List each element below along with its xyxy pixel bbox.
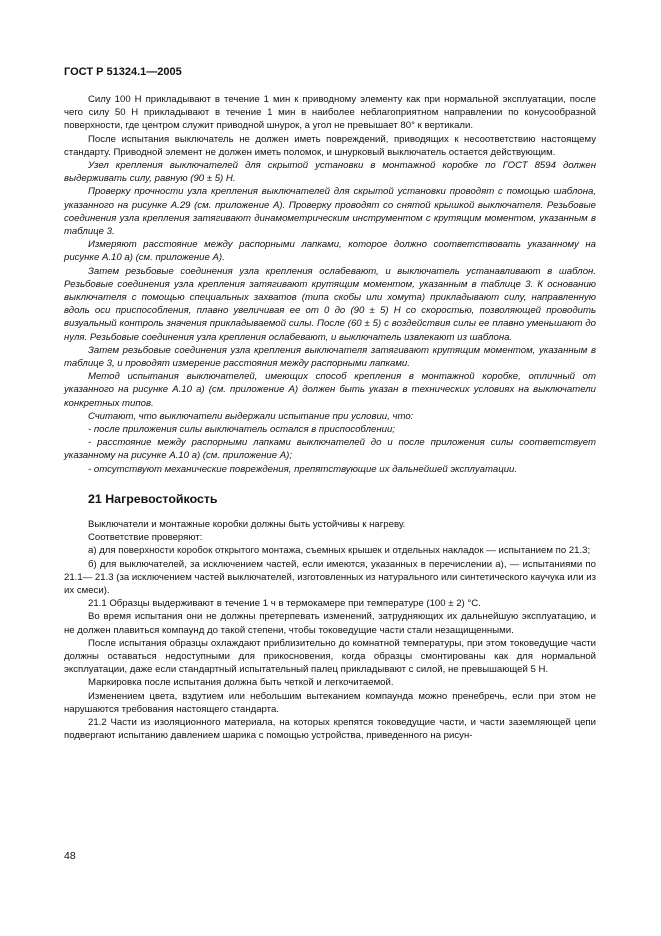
list-item: - расстояние между распорными лапками выключателей до и после приложения силы соответствует указанному на рисунке А.10 а) (см. приложение А); <box>64 437 596 462</box>
body-paragraph: 21.2 Части из изоляционного материала, на которых крепятся токоведущие части, и части заземляющей цепи подвергают испытанию давлением шарика с помощью устройства, приведенного на рисун- <box>64 716 596 742</box>
body-paragraph: Изменением цвета, вздутием или небольшим вытеканием компаунда можно пренебречь, если при этом не нарушаются требования настоящего стандарта. <box>64 690 596 715</box>
list-item: - отсутствуют механические повреждения, препятствующие их дальнейшей эксплуатации. <box>88 463 518 475</box>
list-item: - после приложения силы выключатель остался в приспособлении; <box>88 424 395 436</box>
body-paragraph-italic: Затем резьбовые соединения узла крепления ослабевают, и выключатель устанавливают в шаблон. Резьбовые соединения узла крепления затягивают крутящим моментом, указанным в таблице 3. К основанию выключателя с помощью специальных захватов (типа скобы или хомута) прикладывают силу, направленную вдоль оси приспособления, плавно увеличивая ее от 0 до (90 ± 5) Н со скоростью, позволяющей проводить визуальный контроль значения прикладываемой силы. После (60 ± 5) с воздействия силы ее плавно уменьшают до нуля. Резьбовые соединения узла крепления ослабевают, и выключатель извлекают из шаблона. <box>64 265 596 343</box>
document-code-header: ГОСТ Р 51324.1—2005 <box>64 66 182 78</box>
body-paragraph: После испытания выключатель не должен иметь повреждений, приводящих к несоответствию настоящему стандарту. Приводной элемент не должен иметь поломок, и шнурковый выключатель остается действующим. <box>64 133 596 158</box>
page-number: 48 <box>64 850 76 862</box>
body-paragraph: После испытания образцы охлаждают приблизительно до комнатной температуры, при этом токоведущие части должны оставаться недоступными для прикосновения, когда образцы смонтированы как для нормальной эксплуатации, даже если стандартный испытательный палец прикладывают с силой, не превышающей 5 Н. <box>64 637 596 676</box>
body-paragraph-italic: Узел крепления выключателей для скрытой установки в монтажной коробке по ГОСТ 8594 должен выдерживать силу, равную (90 ± 5) Н. <box>64 160 596 185</box>
document-body <box>64 93 596 742</box>
body-paragraph: Выключатели и монтажные коробки должны быть устойчивы к нагреву. <box>88 518 406 530</box>
body-paragraph: Соответствие проверяют: <box>88 532 203 544</box>
body-paragraph-italic: Измеряют расстояние между распорными лапками, которое должно соответствовать указанному на рисунке А.10 а) (см. приложение А). <box>64 239 596 264</box>
section-heading: 21 Нагревостойкость <box>88 491 218 506</box>
body-paragraph-italic: Метод испытания выключателей, имеющих способ крепления в монтажной коробке, отличный от указанного на рисунке А.10 а) (см. приложение А) должен быть указан в технических условиях на выключатели конкретных типов. <box>64 371 596 409</box>
body-paragraph-italic: Считают, что выключатели выдержали испытание при условии, что: <box>88 410 414 422</box>
body-paragraph-italic: Затем резьбовые соединения узла крепления выключателя затягивают крутящим моментом, указанным в таблице 3, и проводят измерение расстояния между распорными лапками. <box>64 344 596 370</box>
body-paragraph: Силу 100 Н прикладывают в течение 1 мин к приводному элементу как при нормальной эксплуатации, после чего силу 50 Н прикладывают в течение 1 мин в наиболее неблагоприятном направлении по конусообразной поверхности, где центром служит приводной шнурок, а угол не превышает 80° к вертикали. <box>64 94 596 132</box>
list-item: а) для поверхности коробок открытого монтажа, съемных крышек и отдельных накладок — испытанием по 21.3; <box>88 545 591 557</box>
body-paragraph: Во время испытания они не должны претерпевать изменений, затрудняющих их дальнейшую эксплуатацию, и не должен плавиться компаунд до такой степени, чтобы токоведущие части стали незащищенными. <box>64 611 596 636</box>
list-item: б) для выключателей, за исключением частей, если имеются, указанных в перечислении а), — испытаниями по 21.1— 21.3 (за исключением частей выключателей, изготовленных из натурального или синтетического каучука или из их смеси). <box>64 558 596 596</box>
body-paragraph: Маркировка после испытания должна быть четкой и легкочитаемой. <box>88 677 394 689</box>
body-paragraph-italic: Проверку прочности узла крепления выключателей для скрытой установки проводят с помощью шаблона, указанного на рисунке А.29 (см. приложение А). Проверку проводят со снятой крышкой выключателя. Резьбовые соединения узла крепления затягивают динамометрическим инструментом с крутящим моментом, указанным в таблице 3. <box>64 186 596 238</box>
body-paragraph: 21.1 Образцы выдерживают в течение 1 ч в термокамере при температуре (100 ± 2) °С. <box>88 598 481 610</box>
